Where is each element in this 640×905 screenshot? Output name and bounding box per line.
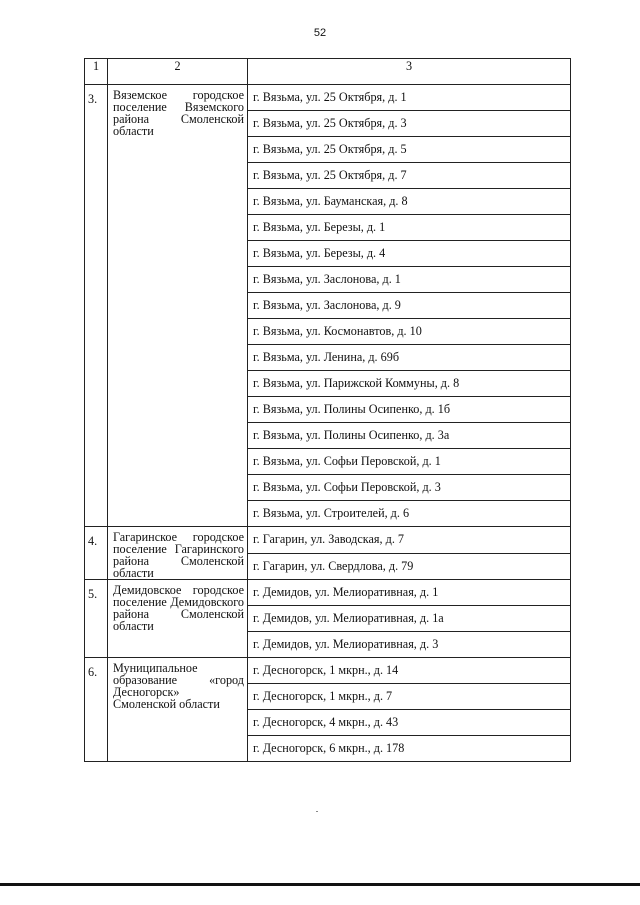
address-cell: г. Десногорск, 1 мкрн., д. 7 — [248, 684, 571, 710]
address-cell: г. Демидов, ул. Мелиоративная, д. 3 — [248, 632, 571, 658]
address-cell: г. Вязьма, ул. Софьи Перовской, д. 1 — [248, 449, 571, 475]
row-number: 6. — [85, 658, 108, 762]
table-body — [85, 59, 571, 762]
table-row — [85, 658, 571, 684]
address-cell: г. Вязьма, ул. 25 Октября, д. 5 — [248, 137, 571, 163]
bottom-rule — [0, 883, 640, 886]
address-cell: г. Вязьма, ул. Бауманская, д. 8 — [248, 189, 571, 215]
address-cell: г. Вязьма, ул. Космонавтов, д. 10 — [248, 319, 571, 345]
addresses-table — [84, 58, 571, 762]
address-cell: г. Десногорск, 6 мкрн., д. 178 — [248, 736, 571, 762]
address-cell: г. Вязьма, ул. Софьи Перовской, д. 3 — [248, 475, 571, 501]
municipality-name: Гагаринское городское поселение Гагаринского района Смоленской области — [108, 527, 248, 580]
address-cell: г. Демидов, ул. Мелиоративная, д. 1 — [248, 580, 571, 606]
address-cell: г. Вязьма, ул. 25 Октября, д. 1 — [248, 85, 571, 111]
header-cell-3: 3 — [248, 59, 571, 85]
address-cell: г. Вязьма, ул. 25 Октября, д. 7 — [248, 163, 571, 189]
address-cell: г. Вязьма, ул. Парижской Коммуны, д. 8 — [248, 371, 571, 397]
table-row — [85, 580, 571, 606]
address-cell: г. Вязьма, ул. Заслонова, д. 1 — [248, 267, 571, 293]
municipality-name: Муниципальное образование «город Десногорск» Смоленской области — [108, 658, 248, 762]
address-cell: г. Вязьма, ул. 25 Октября, д. 3 — [248, 111, 571, 137]
municipality-name: Вяземское городское поселение Вяземского района Смоленской области — [108, 85, 248, 527]
table-row — [85, 85, 571, 111]
row-number: 3. — [85, 85, 108, 527]
address-cell: г. Вязьма, ул. Березы, д. 1 — [248, 215, 571, 241]
municipality-name: Демидовское городское поселение Демидовского района Смоленской области — [108, 580, 248, 658]
page-number: 52 — [313, 27, 327, 39]
address-cell: г. Вязьма, ул. Строителей, д. 6 — [248, 501, 571, 527]
address-cell: г. Десногорск, 1 мкрн., д. 14 — [248, 658, 571, 684]
address-cell: г. Гагарин, ул. Свердлова, д. 79 — [248, 553, 571, 580]
table-row — [85, 527, 571, 554]
address-cell: г. Вязьма, ул. Ленина, д. 69б — [248, 345, 571, 371]
row-number: 5. — [85, 580, 108, 658]
address-cell: г. Гагарин, ул. Заводская, д. 7 — [248, 527, 571, 554]
address-cell: г. Вязьма, ул. Заслонова, д. 9 — [248, 293, 571, 319]
address-cell: г. Вязьма, ул. Полины Осипенко, д. 3а — [248, 423, 571, 449]
row-number: 4. — [85, 527, 108, 580]
address-cell: г. Десногорск, 4 мкрн., д. 43 — [248, 710, 571, 736]
address-cell: г. Демидов, ул. Мелиоративная, д. 1а — [248, 606, 571, 632]
header-cell-2: 2 — [108, 59, 248, 85]
header-cell-1: 1 — [85, 59, 108, 85]
scan-mark — [316, 811, 318, 812]
address-cell: г. Вязьма, ул. Полины Осипенко, д. 1б — [248, 397, 571, 423]
address-cell: г. Вязьма, ул. Березы, д. 4 — [248, 241, 571, 267]
header-row — [85, 59, 571, 85]
